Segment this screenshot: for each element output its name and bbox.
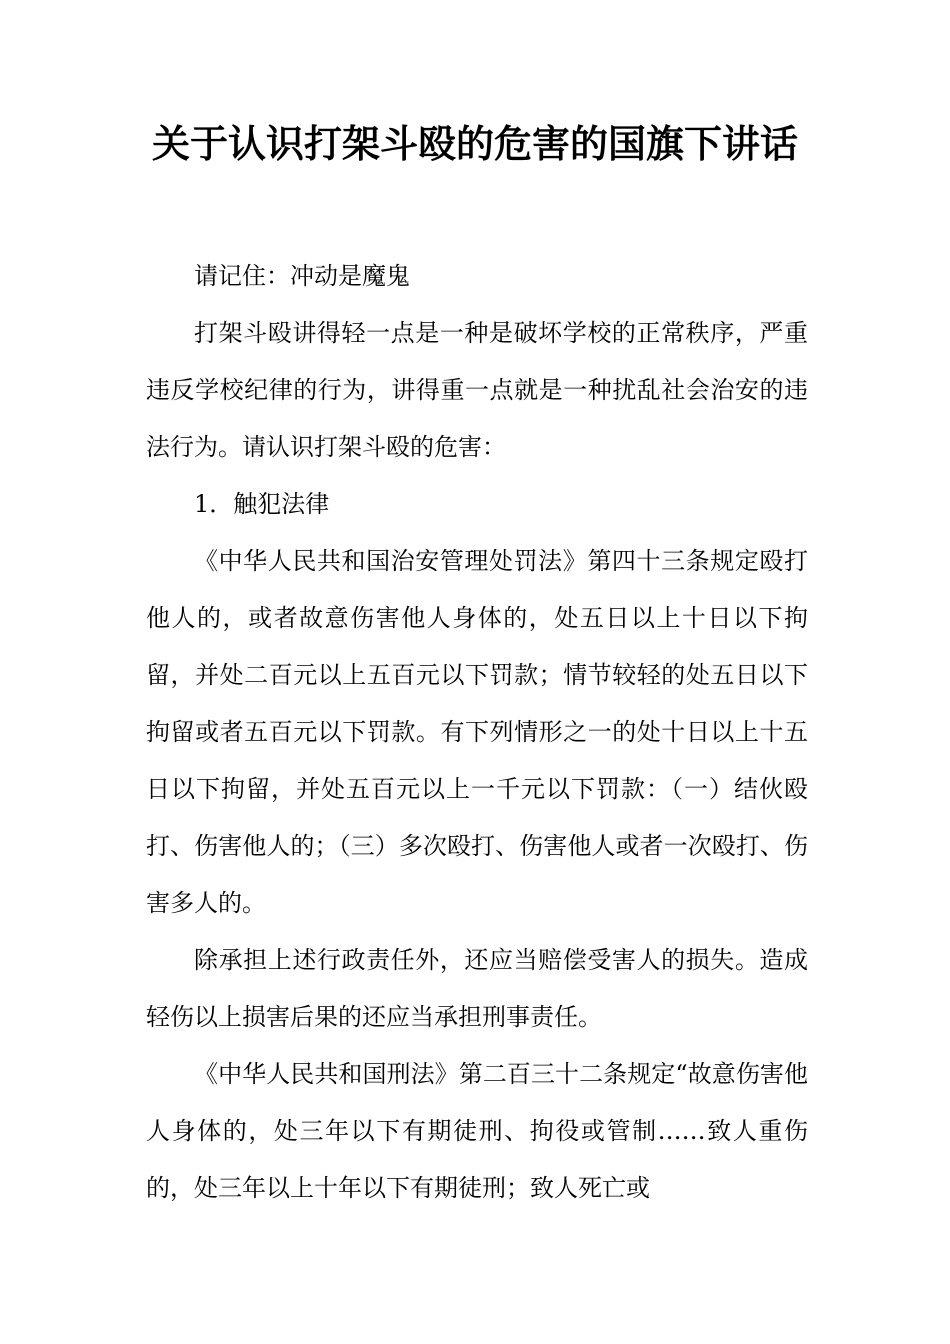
paragraph-liability: 除承担上述行政责任外，还应当赔偿受害人的损失。造成轻伤以上损害后果的还应当承担刑事责任。 [146, 946, 808, 1031]
paragraph-public-security-law: 《中华人民共和国治安管理处罚法》第四十三条规定殴打他人的，或者故意伤害他人身体的，处五日以上十日以下拘留，并处二百元以上五百元以下罚款；情节较轻的处五日以下拘留或者五百元以下罚款。有下列情形之一的处十日以上十五日以下拘留，并处五百元以上一千元以下罚款：（一）结伙殴打、伤害他人的；（三）多次殴打、伤害他人或者一次殴打、伤害多人的。 [146, 547, 808, 917]
document-body [146, 248, 808, 1217]
paragraph-intro: 打架斗殴讲得轻一点是一种是破坏学校的正常秩序，严重违反学校纪律的行为，讲得重一点就是一种扰乱社会治安的违法行为。请认识打架斗殴的危害： [146, 319, 808, 461]
paragraph-criminal-law: 《中华人民共和国刑法》第二百三十二条规定“故意伤害他人身体的，处三年以下有期徒刑、拘役或管制……致人重伤的，处三年以上十年以下有期徒刑；致人死亡或 [146, 1060, 808, 1202]
page-title: 关于认识打架斗殴的危害的国旗下讲话 [151, 122, 798, 166]
paragraph-reminder: 请记住：冲动是魔鬼 [194, 262, 410, 290]
paragraph-heading-law: 1．触犯法律 [194, 490, 330, 518]
